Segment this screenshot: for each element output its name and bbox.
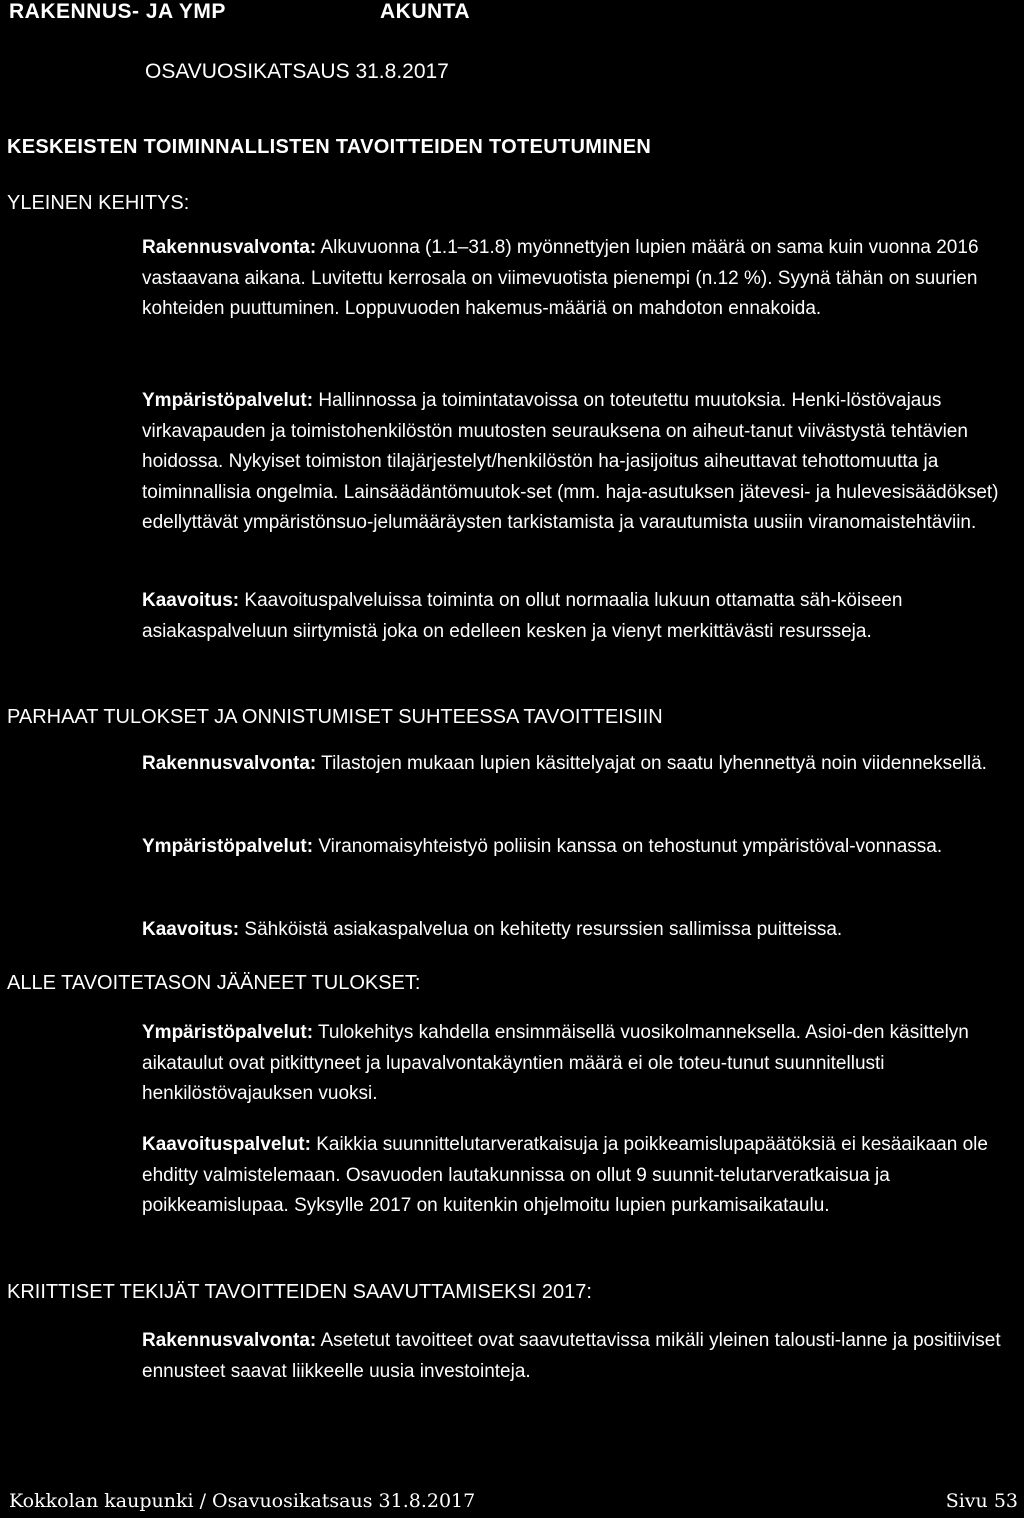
paragraph-label: Rakennusvalvonta: bbox=[142, 753, 317, 774]
section-title-best: PARHAAT TULOKSET JA ONNISTUMISET SUHTEESSA TAVOITTEISIIN bbox=[7, 706, 663, 728]
main-heading: KESKEISTEN TOIMINNALLISTEN TAVOITTEIDEN TOTEUTUMINEN bbox=[7, 136, 652, 158]
paragraph-general-rakennusvalvonta bbox=[142, 233, 1012, 325]
footer-page-number: Sivu 53 bbox=[945, 1490, 1018, 1512]
paragraph-below-kaavoituspalvelut bbox=[142, 1130, 1012, 1222]
paragraph-text: Hallinnossa ja toimintatavoissa on toteutettu muutoksia. Henki-löstövajaus virkavapauden ja toimistohenkilöstön muutosten seurauksena on aiheut-tanut viivästystä tehtävien hoidossa. Nykyiset toimiston tilajärjestelyt/henkilöstön ha-jasijoitus aiheuttavat tehottomuutta ja toiminnallisia ongelmia. Lainsäädäntömuutok-set (mm. haja-asutuksen jätevesi- ja hulevesisäädökset) edellyttävät ympäristönsuo-jelumääräysten tarkistamista ja varautumista uusiin viranomaistehtäviin. bbox=[142, 390, 999, 533]
section-title-below: ALLE TAVOITETASON JÄÄNEET TULOKSET: bbox=[7, 972, 421, 994]
header-department-right: AKUNTA bbox=[380, 0, 471, 23]
paragraph-text: Tilastojen mukaan lupien käsittelyajat on saatu lyhennettyä noin viidenneksellä. bbox=[321, 753, 987, 774]
paragraph-text: Viranomaisyhteistyö poliisin kanssa on tehostunut ympäristöval-vonnassa. bbox=[318, 836, 943, 857]
report-subtitle: OSAVUOSIKATSAUS 31.8.2017 bbox=[145, 60, 449, 83]
paragraph-label: Ympäristöpalvelut: bbox=[142, 390, 314, 411]
paragraph-text: Kaavoituspalveluissa toiminta on ollut normaalia lukuun ottamatta säh-köiseen asiakaspalveluun siirtymistä joka on edelleen kesken ja vienyt merkittävästi resursseja. bbox=[142, 590, 903, 642]
paragraph-label: Kaavoitus: bbox=[142, 590, 240, 611]
paragraph-general-kaavoitus bbox=[142, 586, 1012, 647]
paragraph-text: Kaikkia suunnittelutarveratkaisuja ja poikkeamislupapäätöksiä ei kesäaikaan ole ehditty valmistelemaan. Osavuoden lautakunnissa on ollut 9 suunnit-telutarveratkaisua ja poikkeamislupaa. Syksylle 2017 on kuitenkin ohjelmoitu lupien purkamisaikataulu. bbox=[142, 1134, 988, 1216]
footer-document-info: Kokkolan kaupunki / Osavuosikatsaus 31.8.2017 bbox=[9, 1490, 476, 1512]
paragraph-below-ymparistopalvelut bbox=[142, 1018, 1012, 1110]
paragraph-label: Kaavoitus: bbox=[142, 919, 240, 940]
paragraph-text: Sähköistä asiakaspalvelua on kehitetty resurssien sallimissa puitteissa. bbox=[244, 919, 843, 940]
paragraph-best-rakennusvalvonta bbox=[142, 749, 1012, 780]
paragraph-best-kaavoitus bbox=[142, 915, 1012, 946]
paragraph-label: Ympäristöpalvelut: bbox=[142, 1022, 314, 1043]
paragraph-label: Rakennusvalvonta: bbox=[142, 237, 317, 258]
paragraph-label: Ympäristöpalvelut: bbox=[142, 836, 314, 857]
header-department-left: RAKENNUS- JA YMP bbox=[9, 0, 226, 23]
paragraph-label: Kaavoituspalvelut: bbox=[142, 1134, 311, 1155]
section-title-critical: KRIITTISET TEKIJÄT TAVOITTEIDEN SAAVUTTAMISEKSI 2017: bbox=[7, 1281, 592, 1303]
paragraph-critical-rakennusvalvonta bbox=[142, 1326, 1012, 1387]
paragraph-best-ymparistopalvelut bbox=[142, 832, 1012, 863]
paragraph-label: Rakennusvalvonta: bbox=[142, 1330, 317, 1351]
paragraph-general-ymparistopalvelut bbox=[142, 386, 1012, 539]
paragraph-text: Asetetut tavoitteet ovat saavutettavissa mikäli yleinen talousti-lanne ja positiiviset ennusteet saavat liikkeelle uusia investointeja. bbox=[142, 1330, 1001, 1382]
section-title-general: YLEINEN KEHITYS: bbox=[7, 192, 190, 214]
paragraph-text: Alkuvuonna (1.1–31.8) myönnettyjen lupien määrä on sama kuin vuonna 2016 vastaavana aikana. Luvitettu kerrosala on viimevuotista pienempi (n.12 %). Syynä tähän on suurien kohteiden puuttuminen. Loppuvuoden hakemus-määriä on mahdoton ennakoida. bbox=[142, 237, 979, 319]
paragraph-text: Tulokehitys kahdella ensimmäisellä vuosikolmanneksella. Asioi-den käsittelyn aikataulut ovat pitkittyneet ja lupavalvontakäyntien määrä ei ole toteu-tunut suunnitellusti henkilöstövajauksen vuoksi. bbox=[142, 1022, 969, 1104]
